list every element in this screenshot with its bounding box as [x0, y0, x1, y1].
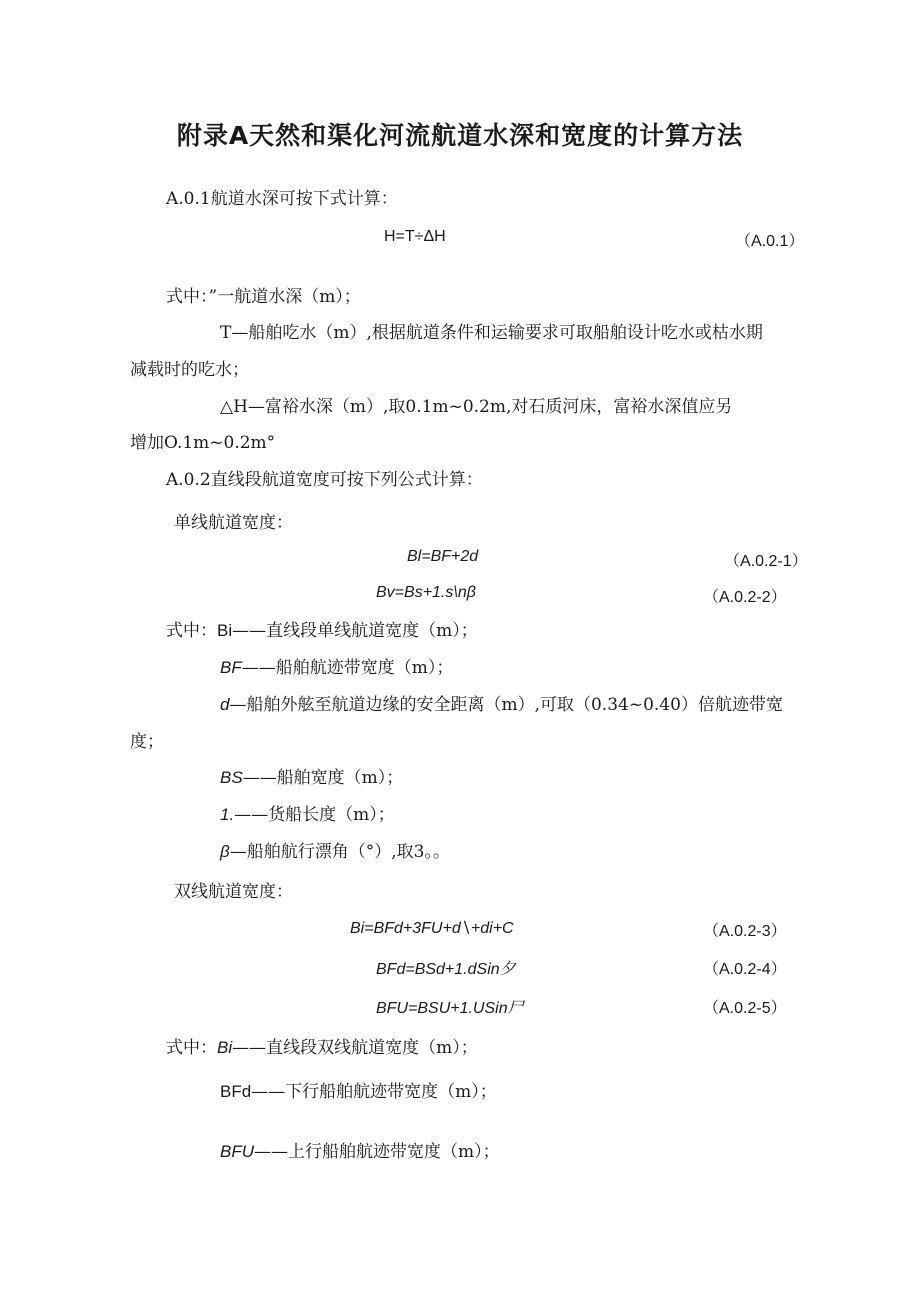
formula-a023-number: （A.0.2-3）	[703, 923, 787, 940]
page-title: 附录A天然和渠化河流航道水深和宽度的计算方法	[176, 121, 744, 150]
def-dh-line2: 增加O.1m~0.2m°	[130, 433, 276, 453]
def-bfd-text: ——下行船舶航迹带宽度（m）；	[251, 1082, 497, 1102]
def-intro-label-2: 式中：	[166, 1038, 217, 1058]
formula-a025-number: （A.0.2-5）	[703, 1000, 787, 1017]
symbol-bi: Bi	[217, 621, 233, 640]
formula-a024: BFd=BSd+1.dSin夕	[376, 961, 516, 978]
def-bfd	[220, 1080, 497, 1104]
symbol-bfu: BFU	[220, 1142, 254, 1161]
section-a01-heading: A.0.1航道水深可按下式计算：	[166, 189, 398, 209]
symbol-beta: β	[220, 842, 230, 861]
def-beta	[220, 840, 450, 864]
def-t-line2: 减载时的吃水；	[130, 360, 249, 380]
def-bi-double	[166, 1036, 478, 1060]
symbol-bi-double: Bi	[217, 1038, 233, 1057]
single-lane-label: 单线航道宽度：	[174, 513, 293, 533]
def-bi	[166, 619, 478, 643]
def-bs	[220, 766, 403, 790]
symbol-bs: BS	[220, 768, 243, 787]
section-a02-heading: A.0.2直线段航道宽度可按下列公式计算：	[166, 470, 483, 490]
formula-a024-number: （A.0.2-4）	[703, 961, 787, 978]
symbol-l: 1.	[220, 805, 235, 824]
formula-a01: H=T÷ΔH	[384, 228, 446, 245]
formula-a021: Bl=BF+2d	[407, 548, 479, 565]
def-intro-label: 式中：	[166, 621, 217, 641]
def-bi-text: ——直线段单线航道宽度（m）；	[232, 621, 478, 641]
def-l-text: ——货船长度（m）；	[234, 805, 395, 825]
def-bs-text: ——船舶宽度（m）；	[242, 768, 404, 788]
formula-a022: Bv=Bs+1.s\nβ	[376, 584, 476, 601]
formula-a023: Bi=BFd+3FU+d∖+di+C	[350, 920, 514, 937]
def-beta-text: —船舶航行漂角（°）,取3。。	[229, 842, 450, 862]
formula-a022-number: （A.0.2-2）	[703, 589, 787, 606]
def-bf-text: ——船舶航迹带宽度（m）；	[241, 658, 454, 678]
symbol-bfd: BFd	[220, 1082, 252, 1101]
symbol-d: d	[220, 695, 230, 714]
formula-a021-number: （A.0.2-1）	[724, 553, 808, 570]
def-bfu-text: ——上行船舶航迹带宽度（m）；	[254, 1142, 500, 1162]
def-bi-double-text: ——直线段双线航道宽度（m）；	[232, 1038, 478, 1058]
def-d-line2: 度；	[130, 732, 164, 752]
def-d-text: —船舶外舷至航道边缘的安全距离（m）,可取（0.34~0.40）倍航迹带宽	[229, 695, 783, 715]
formula-a025: BFU=BSU+1.USin尸	[376, 1000, 524, 1017]
def-t-line1: T—船舶吃水（m）,根据航道条件和运输要求可取船舶设计吃水或枯水期	[220, 323, 763, 343]
def-l	[220, 803, 395, 827]
double-lane-label: 双线航道宽度：	[174, 882, 293, 902]
def-dh-line1: △H—富裕水深（m）,取0.1m~0.2m,对石质河床，富裕水深值应另	[220, 397, 733, 417]
def-bf	[220, 656, 453, 680]
def-d-line1	[220, 693, 783, 717]
def-bfu	[220, 1140, 500, 1164]
formula-a01-number: （A.0.1）	[735, 233, 805, 250]
def-h: 式中：”一航道水深（m）；	[166, 287, 361, 307]
symbol-bf: BF	[220, 658, 242, 677]
